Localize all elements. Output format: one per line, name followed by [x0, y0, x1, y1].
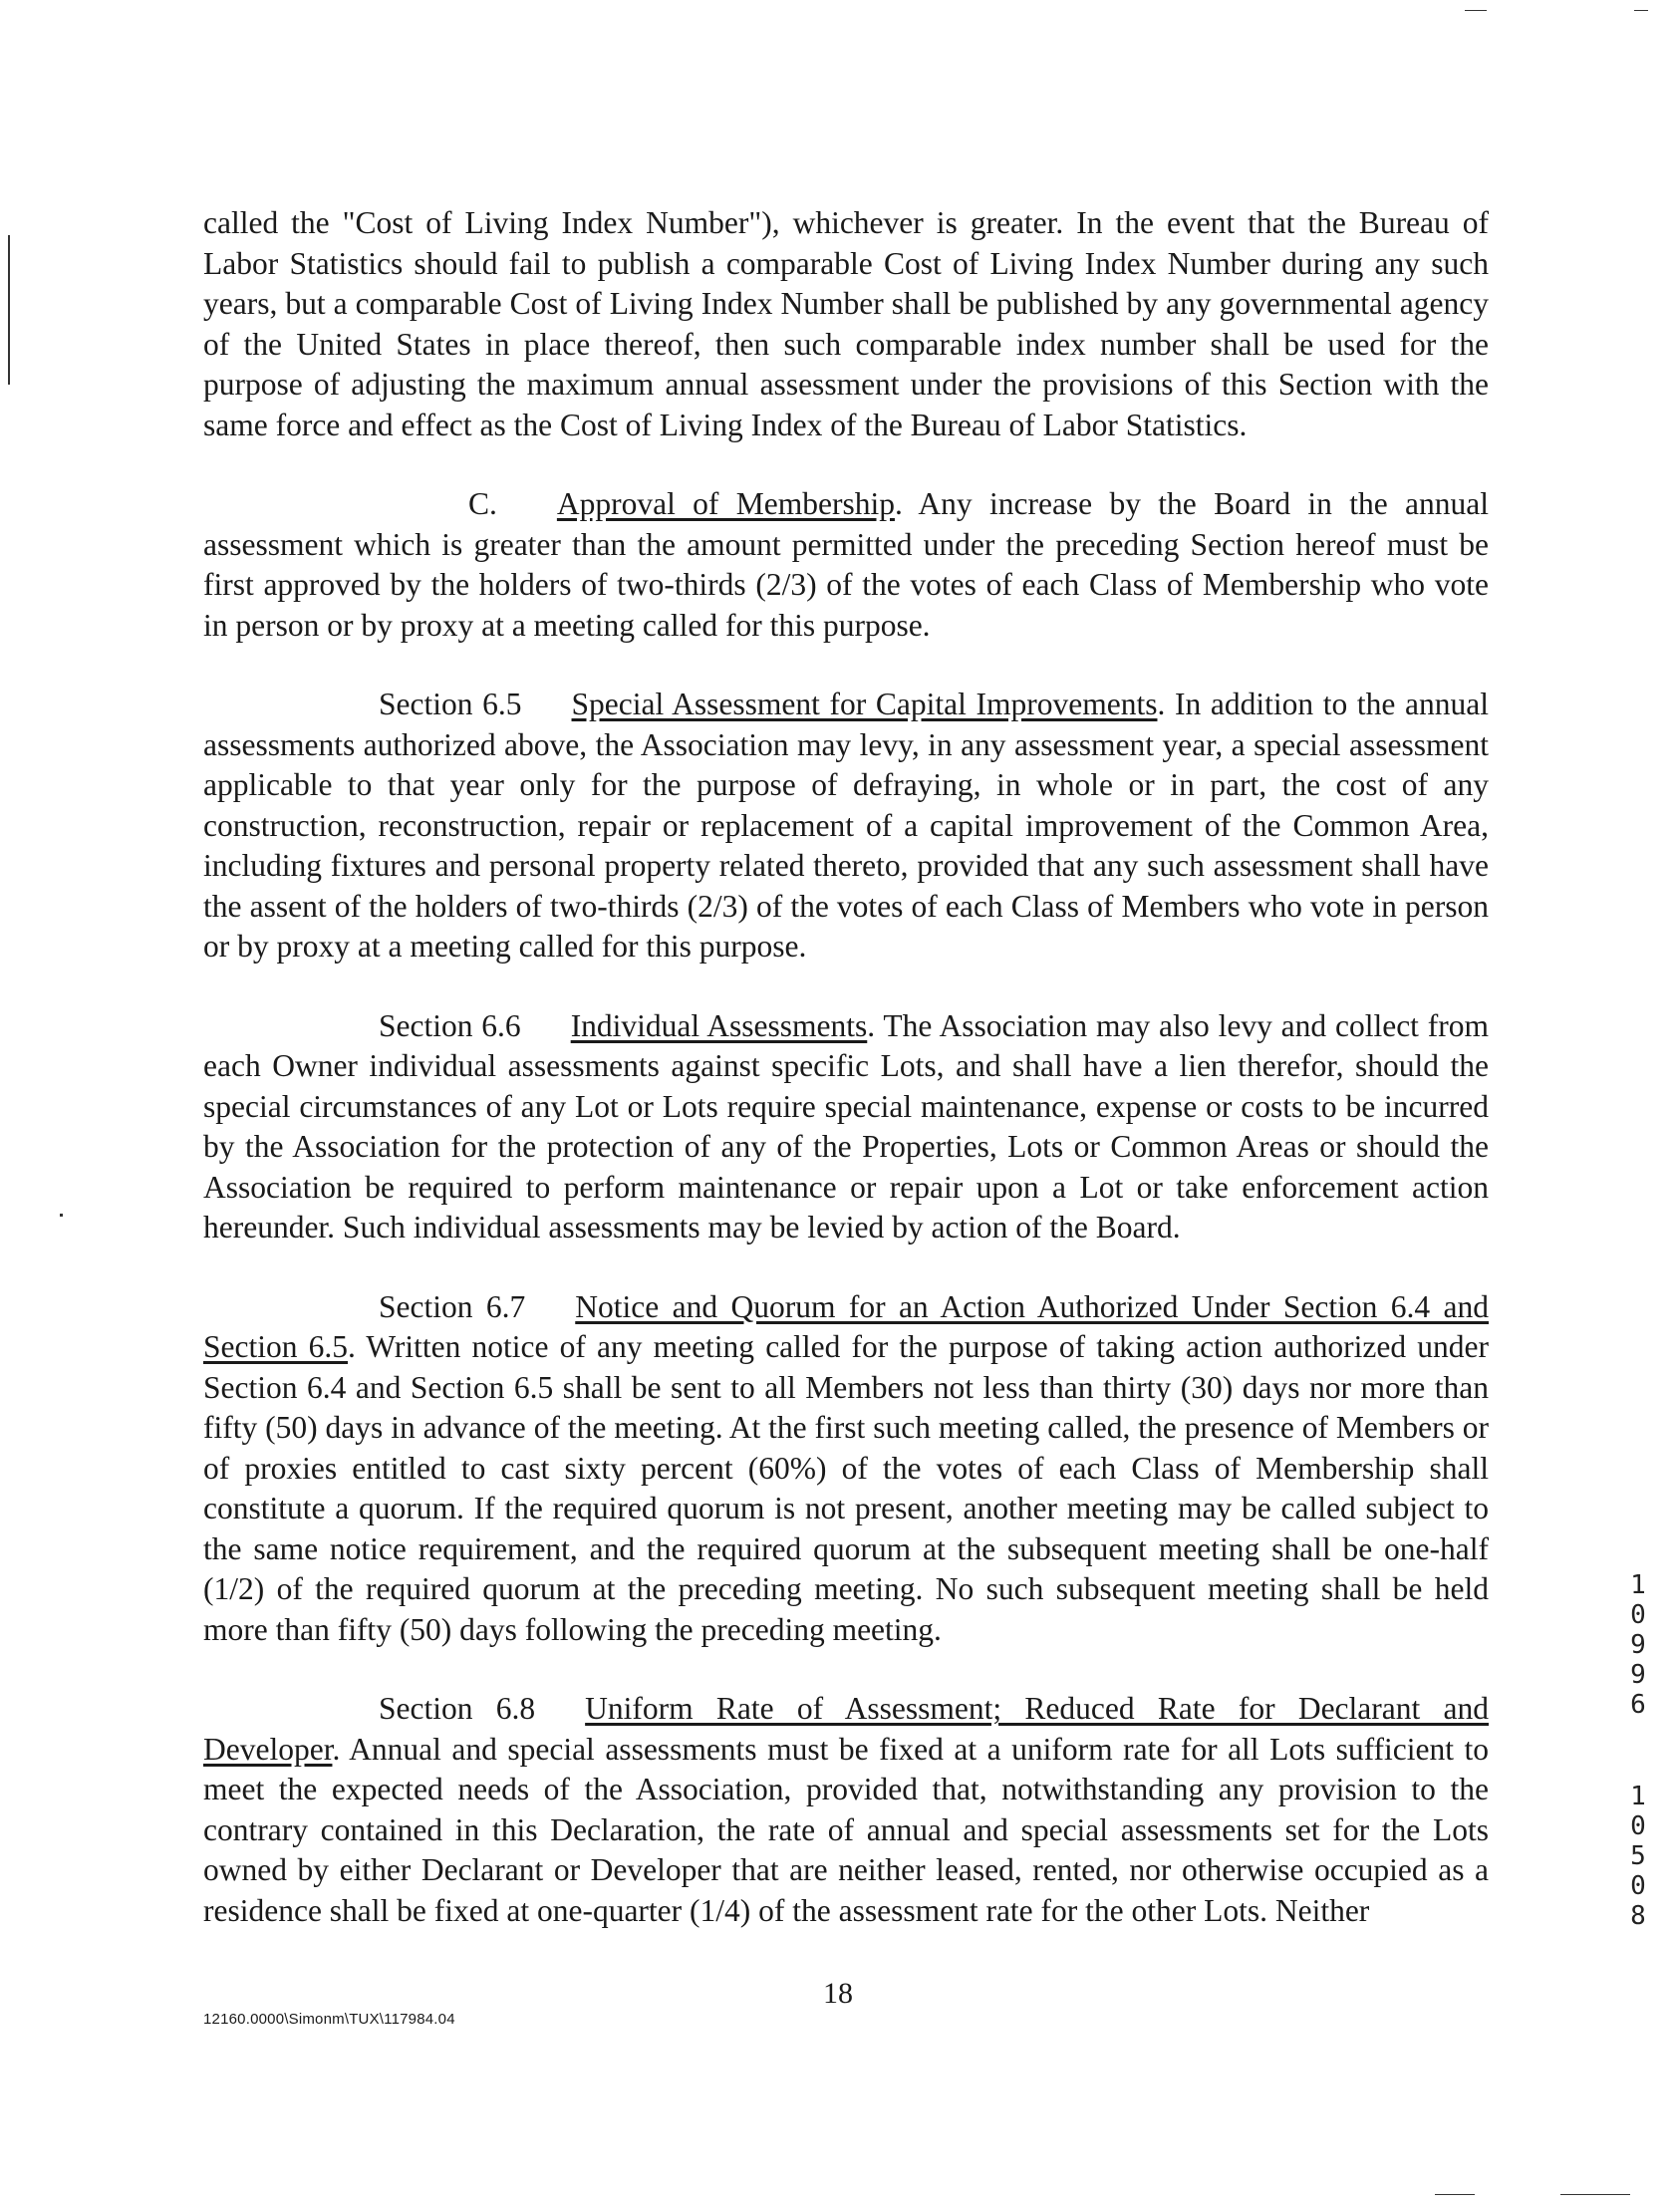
section-heading: Approval of Membership	[556, 486, 895, 521]
section-label: Section 6.8	[379, 1691, 536, 1726]
document-body	[203, 203, 1489, 1970]
section-text: . Any increase by the Board in the annual assessment which is greater than the amount permitted under the preceding Section hereof must be first approved by the holders of two-thirds (2/3) of the votes of each Class of Membership who vote in person or by proxy at a meeting called for this purpose.	[203, 486, 1489, 643]
margin-stamp-lower	[1620, 1782, 1656, 1931]
section-heading: Individual Assessments	[570, 1007, 868, 1043]
stamp-digit: 9	[1630, 1660, 1646, 1690]
scan-artifact-bottom-right-2	[1560, 2194, 1630, 2195]
paragraph-section-6-6	[203, 1006, 1489, 1248]
section-text: . Written notice of any meeting called for the purpose of taking action authorized under Section 6.4 and Section 6.5 shall be sent to all Members not less than thirty (30) days nor more than fifty (50) days in advance of the meeting. At the first such meeting called, the presence of Members or of proxies entitled to cast sixty percent (60%) of the votes of each Class of Membership shall constitute a quorum. If the required quorum is not present, another meeting may be called subject to the same notice requirement, and the required quorum at the subsequent meeting shall be one-half (1/2) of the required quorum at the preceding meeting. No such subsequent meeting shall be held more than fifty (50) days following the preceding meeting.	[203, 1329, 1489, 1647]
scan-artifact-top-right	[1465, 10, 1487, 11]
section-label: Section 6.5	[379, 687, 522, 721]
paragraph-section-6-5	[203, 685, 1489, 968]
stamp-digit: 5	[1630, 1841, 1646, 1871]
section-heading: Notice and Quorum for an Action Authorized Under Section 6.4 and Section 6.5	[203, 1288, 1489, 1364]
stamp-digit: 1	[1630, 1782, 1646, 1811]
section-text: . Annual and special assessments must be fixed at a uniform rate for all Lots sufficient to meet the expected needs of the Association, provided that, notwithstanding any provision to the contrary contained in this Declaration, the rate of annual and special assessments set for the Lots owned by either Declarant or Developer that are neither leased, rented, nor otherwise occupied as a residence shall be fixed at one-quarter (1/4) of the assessment rate for the other Lots. Neither	[203, 1731, 1489, 1928]
section-heading: Uniform Rate of Assessment; Reduced Rate for Declarant and Developer	[203, 1691, 1489, 1767]
section-label: Section 6.7	[379, 1288, 526, 1324]
stamp-digit: 0	[1630, 1811, 1646, 1841]
scan-artifact-dot	[60, 1214, 63, 1217]
stamp-digit: 1	[1630, 1570, 1646, 1600]
section-text: . The Association may also levy and collect from each Owner individual assessments against specific Lots, and shall have a lien therefor, should the special circumstances of any Lot or Lots require special maintenance, expense or costs to be incurred by the Association for the protection of any of the Properties, Lots or Common Areas or should the Association be required to perform maintenance or repair upon a Lot or take enforcement action hereunder. Such individual assessments may be levied by action of the Board.	[203, 1007, 1489, 1244]
scan-artifact-bottom-right	[1435, 2194, 1475, 2195]
section-heading: Special Assessment for Capital Improvements	[571, 687, 1158, 721]
paragraph-approval-of-membership	[203, 484, 1489, 646]
paragraph-section-6-7	[203, 1287, 1489, 1651]
stamp-digit: 9	[1630, 1630, 1646, 1660]
scan-artifact-top-right-2	[1634, 10, 1648, 11]
page-number: 18	[823, 1977, 853, 2010]
scan-artifact-left-bar	[8, 235, 10, 385]
paragraph-section-6-8	[203, 1689, 1489, 1931]
stamp-digit: 0	[1630, 1600, 1646, 1630]
paragraph-text: called the "Cost of Living Index Number"), whichever is greater. In the event that the Bureau of Labor Statistics should fail to publish a comparable Cost of Living Index Number during any such years, but a comparable Cost of Living Index Number shall be published by any governmental agency of the United States in place thereof, then such comparable index number shall be used for the purpose of adjusting the maximum annual assessment under the provisions of this Section with the same force and effect as the Cost of Living Index of the Bureau of Labor Statistics.	[203, 205, 1489, 442]
section-label: Section 6.6	[379, 1007, 521, 1043]
margin-stamp-upper	[1620, 1570, 1656, 1720]
stamp-digit: 6	[1630, 1690, 1646, 1720]
file-reference: 12160.0000\Simonm\TUX\117984.04	[203, 2011, 455, 2028]
paragraph-cost-of-living	[203, 203, 1489, 445]
stamp-digit: 0	[1630, 1871, 1646, 1901]
section-label: C.	[468, 486, 497, 521]
section-text: . In addition to the annual assessments authorized above, the Association may levy, in any assessment year, a special assessment applicable to that year only for the purpose of defraying, in whole or in part, the cost of any construction, reconstruction, repair or replacement of a capital improvement of the Common Area, including fixtures and personal property related thereto, provided that any such assessment shall have the assent of the holders of two-thirds (2/3) of the votes of each Class of Members who vote in person or by proxy at a meeting called for this purpose.	[203, 687, 1489, 964]
stamp-digit: 8	[1630, 1901, 1646, 1931]
